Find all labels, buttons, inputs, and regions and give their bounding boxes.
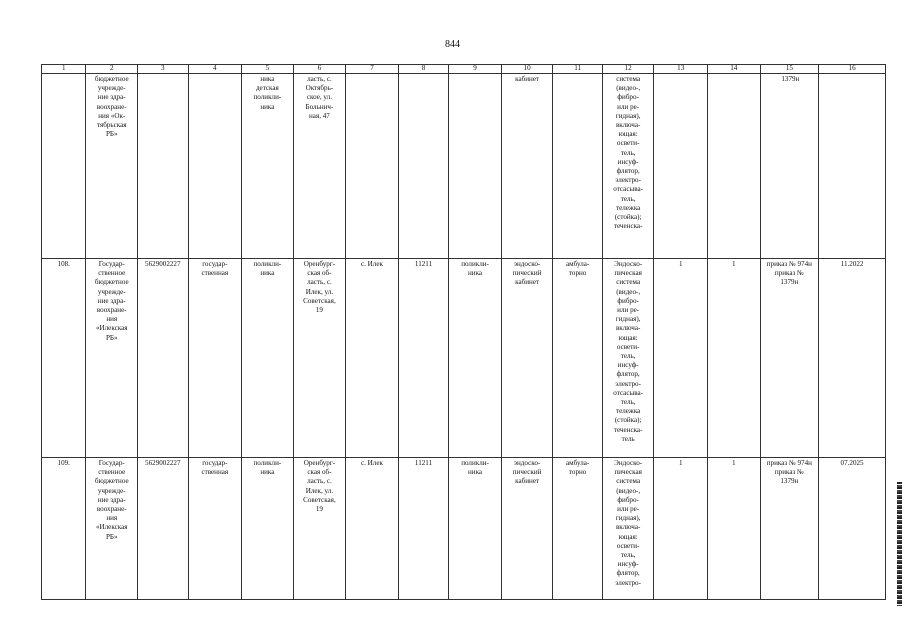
- table-cell: с. Илек: [346, 458, 399, 600]
- table-cell: [819, 74, 886, 259]
- col-header: 5: [242, 65, 294, 74]
- table-cell: 11.2022: [819, 259, 886, 458]
- table-cell: поликли- ника: [449, 458, 502, 600]
- table-cell: [398, 74, 449, 259]
- table-cell: государ- ственная: [188, 458, 242, 600]
- col-header: 8: [398, 65, 449, 74]
- table-cell: бюджетное учрежде- ние здра- воохране- ния «Ок- тябрьская РБ»: [86, 74, 138, 259]
- table-cell: Государ- ственное бюджетное учрежде- ние здра- воохране- ния «Илекская РБ»: [86, 458, 138, 600]
- col-header: 3: [138, 65, 189, 74]
- table-row: [42, 74, 886, 259]
- table-cell: 5629002227: [138, 458, 189, 600]
- col-header: 16: [819, 65, 886, 74]
- col-header: 12: [602, 65, 654, 74]
- col-header: 2: [86, 65, 138, 74]
- table-cell: 5629002227: [138, 259, 189, 458]
- table-cell: Оренбург- ская об- ласть, с. Илек, ул. Советская, 19: [293, 458, 346, 600]
- table-cell: [346, 74, 399, 259]
- table-cell: 11211: [398, 458, 449, 600]
- table-cell: [708, 74, 761, 259]
- table-cell: [138, 74, 189, 259]
- table-cell: Эндоско- пическая система (видео-, фибро- или ре- гидная), включа- ющая: освети- тель, инсуф- флятор, электро- отсасыва- тель, тележка (стойка); теченска- тель: [602, 259, 654, 458]
- table-cell: кабинет: [501, 74, 553, 259]
- table-cell: [42, 74, 86, 259]
- col-header: 10: [501, 65, 553, 74]
- table-cell: [449, 74, 502, 259]
- table-cell: 1: [654, 458, 708, 600]
- table-cell: 07.2025: [819, 458, 886, 600]
- table-row: [42, 259, 886, 458]
- col-header: 14: [708, 65, 761, 74]
- table-cell: 1: [708, 259, 761, 458]
- col-header: 4: [188, 65, 242, 74]
- table-cell: ласть, с. Октябрь- ское, ул. Больнич- ная, 47: [293, 74, 346, 259]
- table-cell: поликли- ника: [242, 458, 294, 600]
- table-cell: эндоско- пический кабинет: [501, 259, 553, 458]
- table-cell: 11211: [398, 259, 449, 458]
- col-header: 15: [760, 65, 819, 74]
- table-cell: система (видео-, фибро- или ре- гидная), включа- ющая: освети- тель, инсуф- флятор, электро- отсасыва- тель, тележка (стойка); теченска-: [602, 74, 654, 259]
- scan-edge-mark: [897, 482, 902, 606]
- table-cell: поликли- ника: [449, 259, 502, 458]
- col-header: 7: [346, 65, 399, 74]
- col-header: 1: [42, 65, 86, 74]
- col-header: 13: [654, 65, 708, 74]
- registry-table: [41, 64, 886, 600]
- table-cell: [654, 74, 708, 259]
- table-cell: эндоско- пический кабинет: [501, 458, 553, 600]
- table-row: [42, 458, 886, 600]
- table-cell: амбула- торно: [553, 259, 603, 458]
- table-cell: приказ № 974н приказ № 1379н: [760, 458, 819, 600]
- table-cell: амбула- торно: [553, 458, 603, 600]
- col-header: 11: [553, 65, 603, 74]
- table-cell: 1379н: [760, 74, 819, 259]
- page-number: 844: [445, 39, 460, 50]
- table-cell: поликли- ника: [242, 259, 294, 458]
- table-cell: 108.: [42, 259, 86, 458]
- table-cell: с. Илек: [346, 259, 399, 458]
- table-cell: Оренбург- ская об- ласть, с. Илек, ул. Советская, 19: [293, 259, 346, 458]
- table-cell: 1: [708, 458, 761, 600]
- col-header: 6: [293, 65, 346, 74]
- table-cell: Эндоско- пическая система (видео-, фибро- или ре- гидная), включа- ющая: освети- тель, инсуф- флятор, электро-: [602, 458, 654, 600]
- table-cell: Государ- ственное бюджетное учрежде- ние здра- воохране- ния «Илекская РБ»: [86, 259, 138, 458]
- column-number-row: [42, 65, 886, 74]
- table-cell: [188, 74, 242, 259]
- table-cell: [553, 74, 603, 259]
- table-cell: 109.: [42, 458, 86, 600]
- table-cell: 1: [654, 259, 708, 458]
- col-header: 9: [449, 65, 502, 74]
- table-cell: государ- ственная: [188, 259, 242, 458]
- table-cell: ника детская поликли- ника: [242, 74, 294, 259]
- table-cell: приказ № 974н приказ № 1379н: [760, 259, 819, 458]
